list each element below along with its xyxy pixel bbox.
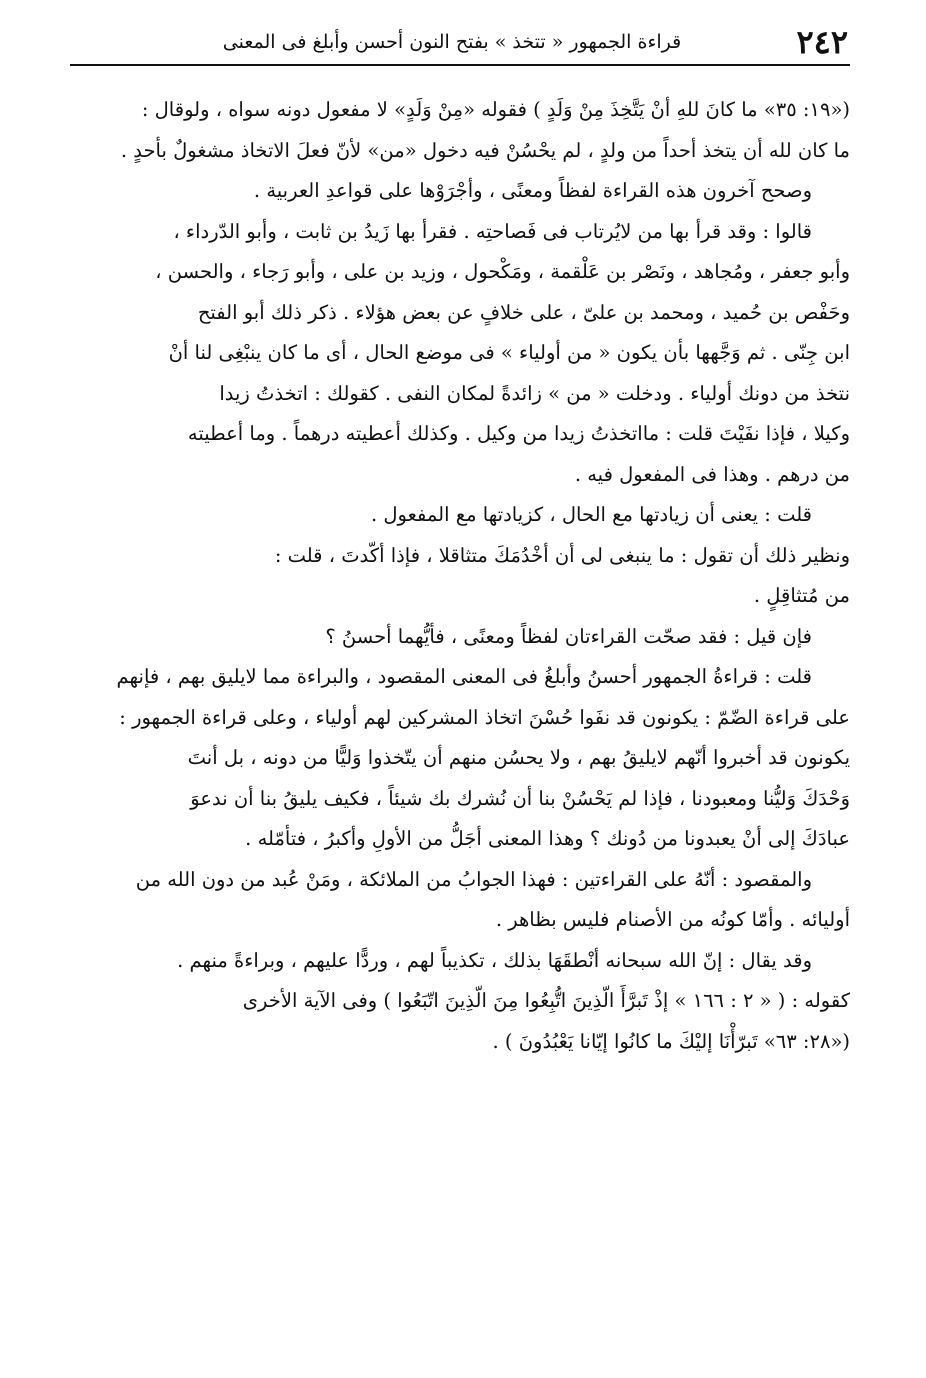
text-line: يكونون قد أخبروا أنّهم لايليقُ بهم ، ولا يحسُن منهم أن يتّخذوا وَليًّا من دونه ، بل أنتَ xyxy=(187,746,850,769)
text-line: وقد يقال : إنّ الله سبحانه أنْطقَهَا بذلك ، تكذيباً لهم ، وردًّا عليهم ، وبراءةً منهم . xyxy=(177,948,812,972)
text-line: من مُتثاقِلٍ . xyxy=(753,584,850,607)
text-line: وَحْدَكَ وَليُّنا ومعبودنا ، فإذا لم يَحْسُنْ بنا أن نُشرك بك شيئاً ، فكيف يليقُ بنا أن ندعوَ xyxy=(190,786,850,810)
page-number: ٢٤٢ xyxy=(796,23,848,61)
text-line: قالوا : وقد قرأ بها من لايُرتاب فى فَصاحتِه . فقرأ بها زَيدُ بن ثابت ، وأبو الدّرداء ، xyxy=(173,219,812,243)
text-line: على قراءة الضّمّ : يكونون قد نفَوا حُسْنَ اتخاذ المشركين لهم أولياء ، وعلى قراءة الجمهور : xyxy=(119,705,850,729)
text-line: قلت : قراءةُ الجمهور أحسنُ وأبلغُ فى المعنى المقصود ، والبراءة مما لايليق بهم ، فإنهم xyxy=(116,665,812,688)
text-line: من درهم . وهذا فى المفعول فيه . xyxy=(574,462,850,486)
text-line: فإن قيل : فقد صحّت القراءتان لفظاً ومعنًى ، فأيُّهما أحسنُ ؟ xyxy=(325,624,812,648)
text-line: عبادَكَ إلى أنْ يعبدونا من دُونك ؟ وهذا المعنى أجَلُّ من الأولِ وأكبرُ ، فتأمّله . xyxy=(245,827,850,850)
text-line: ابن جِنّى . ثم وَجَّهها بأن يكون « من أولياء » فى موضع الحال ، أى ما كان ينبْغِى لنا أنْ xyxy=(168,341,850,364)
text-line: وأبو جعفر ، ومُجاهد ، ونَصْر بن عَلْقمة ، ومَكْحول ، وزيد بن على ، وأبو رَجاء ، والحسن ، xyxy=(155,260,850,283)
text-line: («٢٨: ٦٣» تَبرّأْنَا إليْكَ ما كانُوا إيّانا يَعْبُدُونَ ) . xyxy=(492,1029,850,1053)
text-line: ونظير ذلك أن تقول : ما ينبغى لى أن أخْدُمَكَ متثاقلا ، فإذا أكّدتَ ، قلت : xyxy=(274,543,850,567)
text-line: والمقصود : أنّهُ على القراءتين : فهذا الجوابُ من الملائكة ، ومَنْ عُبد من دون الله من xyxy=(135,867,812,891)
page-header xyxy=(70,22,850,62)
body-text xyxy=(70,90,850,1062)
text-line: وحَفْص بن حُميد ، ومحمد بن علىّ ، على خلافٍ عن بعض هؤلاء . ذكر ذلك أبو الفتح xyxy=(197,300,850,324)
running-title: قراءة الجمهور « تتخذ » بفتح النون أحسن وأبلغ فى المعنى xyxy=(222,31,682,53)
text-line: وكيلا ، فإذا نفَيْتَ قلت : مااتخذتُ زيدا من وكيل . وكذلك أعطيته درهماً . وما أعطيته xyxy=(187,422,850,445)
header-divider xyxy=(70,64,850,66)
text-line: كقوله : ( « ٢ : ١٦٦ » إذْ تَبرَّأَ الّذِينَ اتُّبِعُوا مِنَ الّذِينَ اتّبَعُوا ) وفى الآية الأخرى xyxy=(242,989,850,1012)
text-line: نتخذ من دونك أولياء . ودخلت « من » زائدةً لمكان النفى . كقولك : اتخذتُ زيدا xyxy=(219,381,850,405)
text-line: ما كان لله أن يتخذ أحداً من ولدٍ ، لم يحْسُنْ فيه دخول «من» لأنّ فعلَ الاتخاذ مشغولٌ بأحدٍ . xyxy=(120,138,850,162)
text-line: («١٩: ٣٥» ما كانَ للهِ أنْ يَتَّخِذَ مِنْ وَلَدٍ ) فقوله «مِنْ وَلَدٍ» لا مفعول دونه سواه ، ولوقال : xyxy=(141,98,850,121)
text-line: أوليائه . وأمّا كونُه من الأصنام فليس بظاهر . xyxy=(495,908,850,931)
text-line: وصحح آخرون هذه القراءة لفظاً ومعنًى ، وأجْرَوْها على قواعدِ العربية . xyxy=(253,179,812,202)
text-line: قلت : يعنى أن زيادتها مع الحال ، كزيادتها مع المفعول . xyxy=(370,503,812,526)
